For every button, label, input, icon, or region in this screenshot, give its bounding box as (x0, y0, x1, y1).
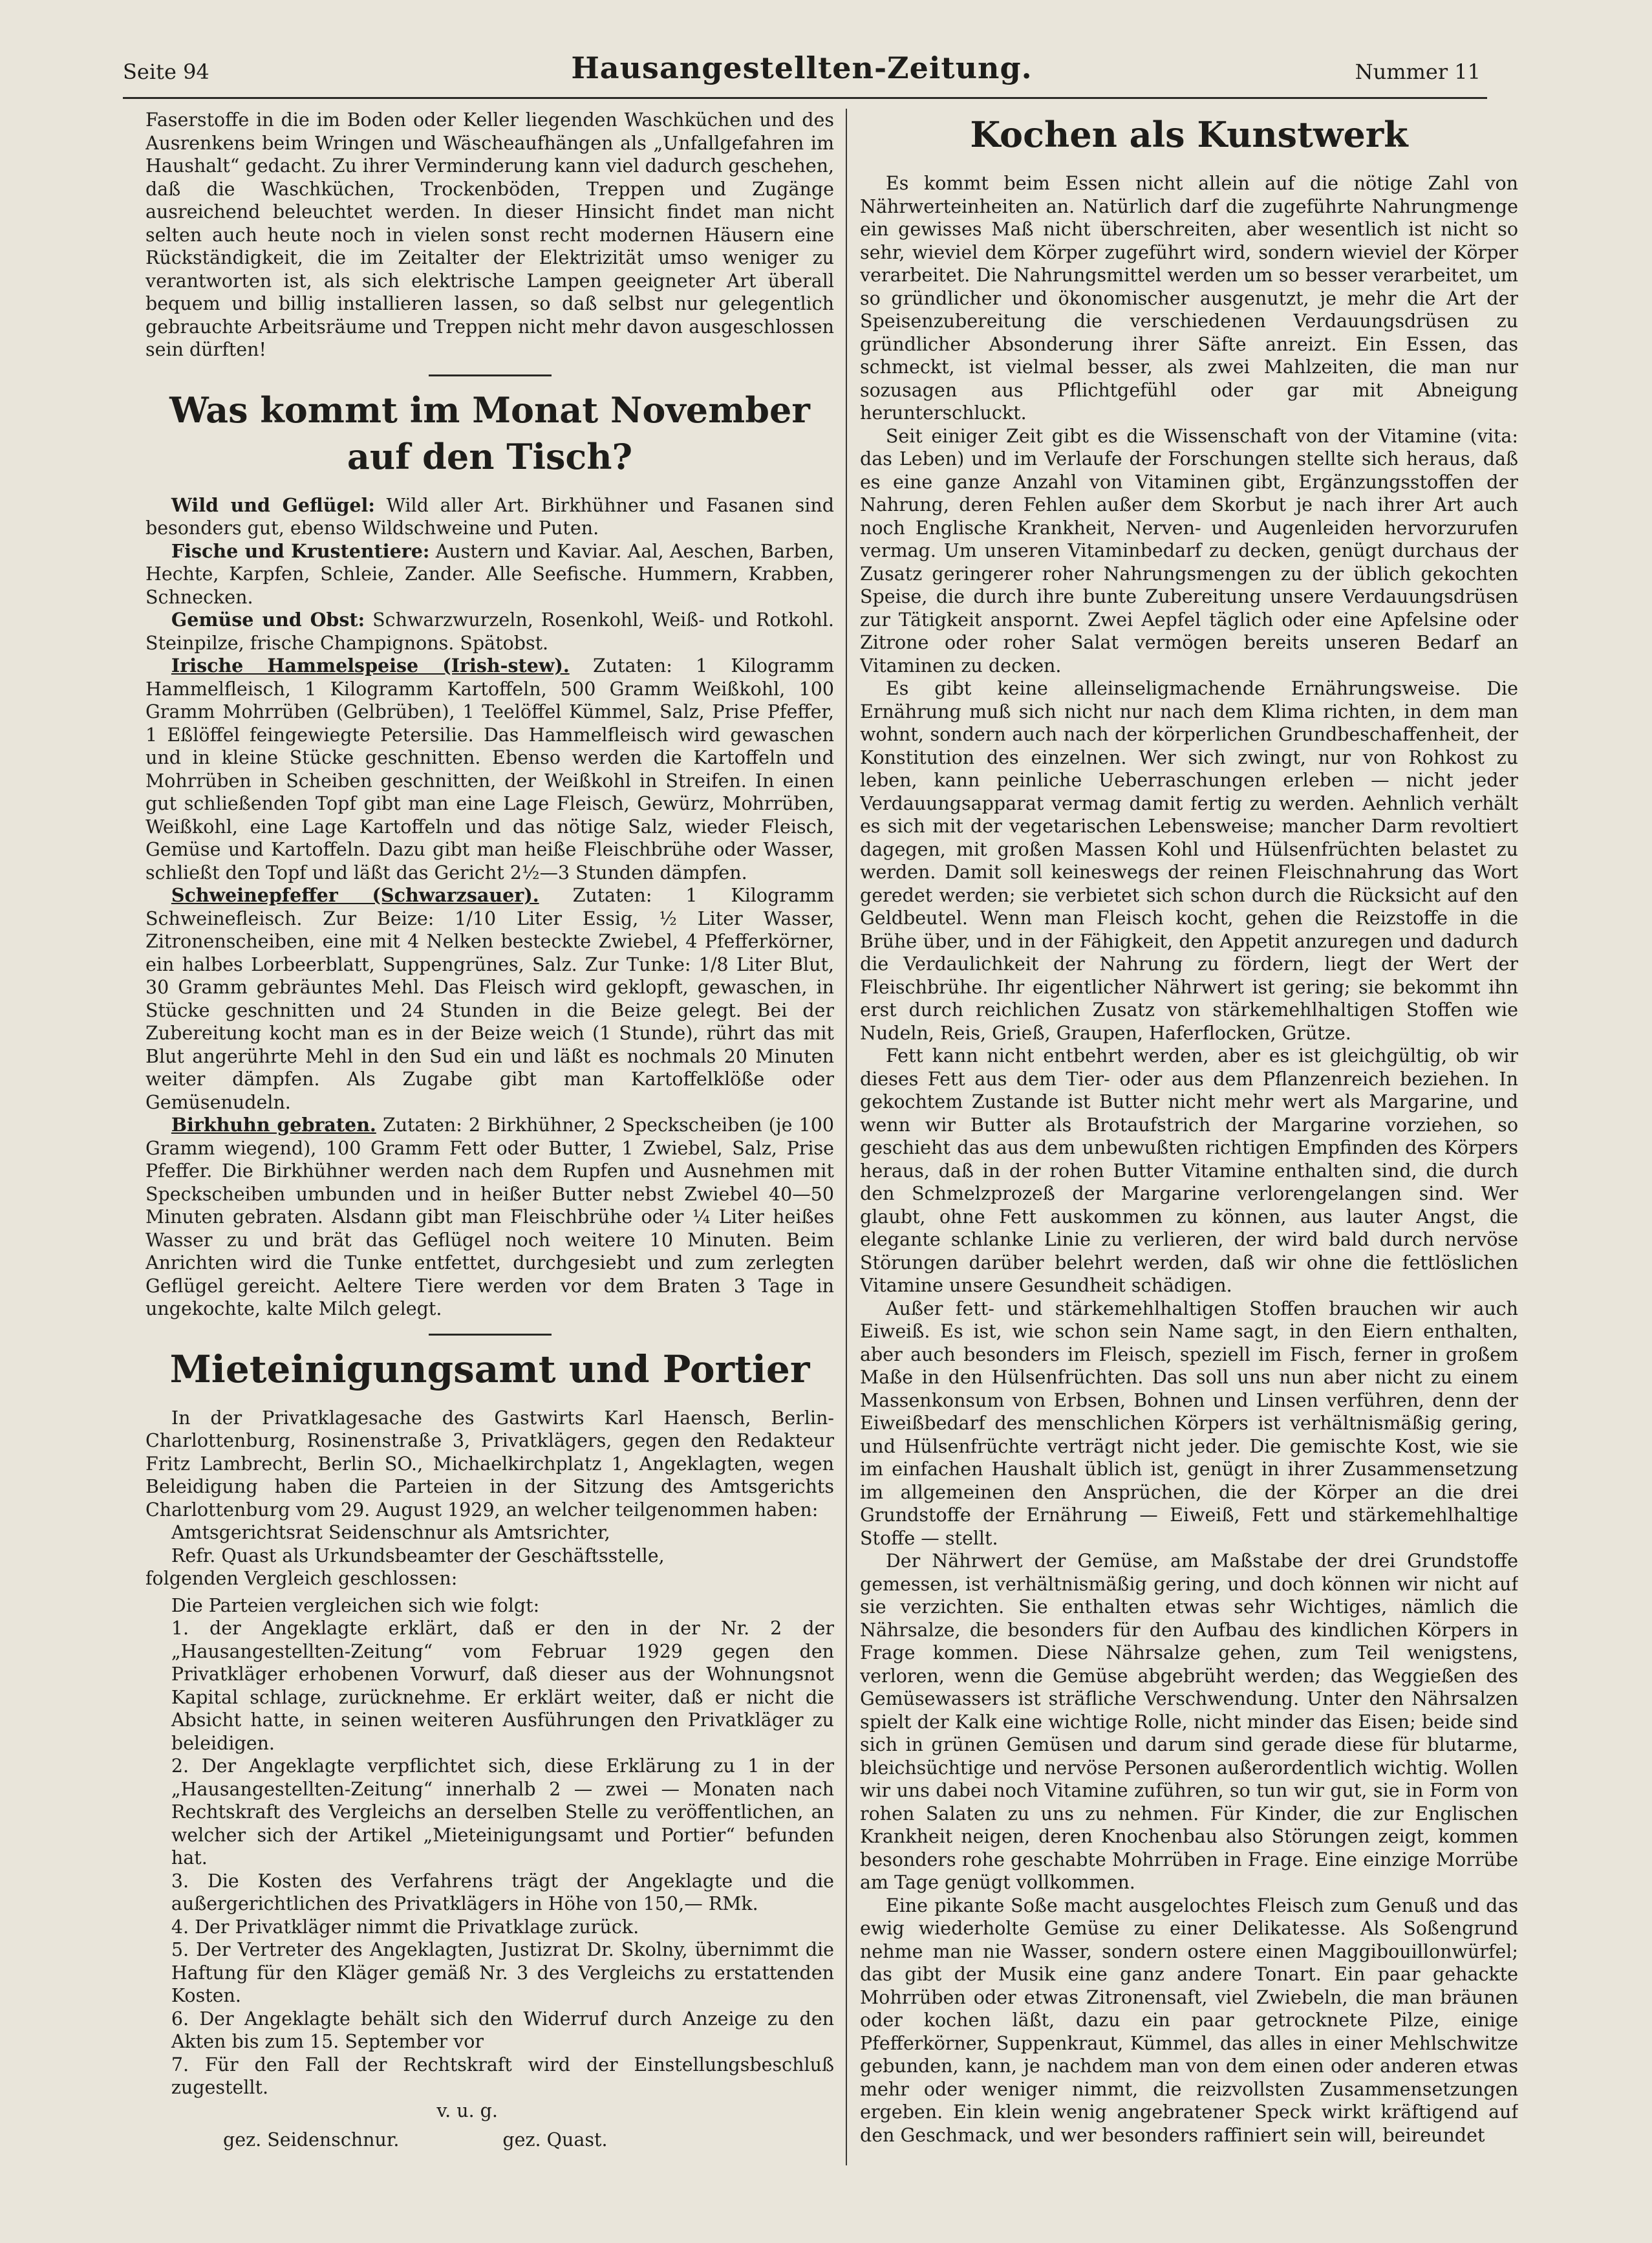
kochen-paragraph: Es gibt keine alleinseligmachende Ernährungsweise. Die Ernährung muß sich nicht nur nach dem Klima richten, in dem man wohnt, sondern auch nach der körperlichen Grundbeschaffenheit, der Konstitution des einzelnen. Wer sich zwingt, nur von Rohkost zu leben, kann peinliche Ueberraschungen erleben — nicht jeder Verdauungsapparat vermag damit fertig zu werden. Aehnlich verhält es sich mit der vegetarischen Lebensweise; mancher Darm revoltiert dagegen, mit großen Massen Kohl und Hülsenfrüchten belastet zu werden. Damit soll keineswegs der reinen Fleischnahrung das Wort geredet werden; sie verbietet sich schon durch die Rücksicht auf den Geldbeutel. Wenn man Fleisch kocht, gehen die Reizstoffe in die Brühe über, und in der Fähigkeit, den Appetit anzuregen und dadurch die Verdaulichkeit der Nahrung zu fördern, liegt der Wert der Fleischbrühe. Ihr eigentlicher Nährwert ist gering; sie bekommt ihn erst durch reichlichen Zusatz von stärkemehlhaltigen Stoffen wie Nudeln, Reis, Grieß, Graupen, Haferflocken, Grütze. (860, 678, 1518, 1044)
article-kochen-title: Kochen als Kunstwerk (970, 114, 1408, 155)
kochen-paragraph: Eine pikante Soße macht ausgelochtes Fleisch zum Genuß und das ewig wiederholte Gemüse zu einer Delikatesse. Als Soßengrund nehme man nie Wasser, sondern ostere einen Maggibouillonwürfel; das gibt der Musik eine ganz andere Tonart. Ein paar gehackte Mohrrüben oder etwas Zitronensaft, viel Zwiebeln, die man bräunen oder kochen läßt, dazu ein paar getrocknete Pilze, einige Pfefferkörner, Suppenkraut, Kümmel, das alles in einer Mehlschwitze gebunden, kann, je nachdem man von dem einen oder anderen etwas mehr oder weniger nimmt, die reizvollsten Zusammensetzungen ergeben. Ein klein wenig angebratener Speck wirkt kräftigend auf den Geschmack, und wer besonders raffiniert sein will, beireundet (860, 1894, 1518, 2146)
newspaper-title: Hausangestellten-Zeitung. (571, 50, 1033, 85)
november-items (145, 494, 834, 1321)
signatures (223, 2129, 834, 2152)
kochen-paragraph: Seit einiger Zeit gibt es die Wissenschaft von der Vitamine (vita: das Leben) und im Verlaufe der Forschungen stellte sich heraus, daß es eine ganze Anzahl von Vitaminen gibt, Ergänzungsstoffen der Nahrung, deren Fehlen außer dem Skorbut je nach ihrer Art auch noch Englische Krankheit, Nerven- und Augenleiden hervorzurufen vermag. Um unseren Vitaminbedarf zu decken, genügt durchaus der Zusatz geringerer roher Nahrungsmengen zu der üblich gekochten Speise, die durch ihre bunte Zubereitung unsere Verdauungsdrüsen zur Tätigkeit anspornt. Zwei Aepfel täglich oder eine Apfelsine oder Zitrone oder roher Salat vermögen bereits unseren Bedarf an Vitaminen zu decken. (860, 425, 1518, 677)
kochen-paragraph: Außer fett- und stärkemehlhaltigen Stoffen brauchen wir auch Eiweiß. Es ist, wie schon sein Name sagt, in den Eiern enthalten, aber auch besonders im Fleisch, speziell im Fisch, ferner in großem Maße in den Hülsenfrüchten. Das soll uns nun aber nicht zu einem Massenkonsum von Erbsen, Bohnen und Linsen verführen, denn der Eiweißbedarf des menschlichen Körpers ist verhältnismäßig gering, und Hülsenfrüchte verträgt nicht jeder. Die gemischte Kost, wie sie im einfachen Haushalt üblich ist, genügt in ihrer Zusammensetzung im allgemeinen den Ansprüchen, die der Körper an die drei Grundstoffe der Ernährung — Eiweiß, Fett und stärkemehlhaltige Stoffe — stellt. (860, 1297, 1518, 1549)
item-label: Schweinepfeffer (Schwarzsauer). (171, 884, 539, 906)
recipe-irish-stew (145, 655, 834, 884)
item-fische (145, 540, 834, 609)
recipe-schweinepfeffer (145, 884, 834, 1114)
item-label: Gemüse und Obst: (171, 609, 365, 631)
vug-note: v. u. g. (436, 2099, 498, 2121)
clause-5: 5. Der Vertreter des Angeklagten, Justizrat Dr. Skolny, übernimmt die Haftung für den Kläger gemäß Nr. 3 des Vergleichs zu erstattenden Kosten. (171, 1939, 834, 2006)
header-rule (123, 97, 1487, 99)
clause-2: 2. Der Angeklagte verpflichtet sich, diese Erklärung zu 1 in der „Hausangestellten-Zeitung“ innerhalb 2 — zwei — Monaten nach Rechtskraft des Vergleichs an derselben Stelle zu veröffentlichen, an welcher sich der Artikel „Mieteinigungsamt und Portier“ befunden hat. (171, 1755, 834, 1869)
item-text: Wild aller Art. Birkhühner und Fasanen sind besonders gut, ebenso Wildschweine und Puten. (145, 494, 834, 539)
continued-paragraph: Faserstoffe in die im Boden oder Keller liegenden Waschküchen und des Ausrenkens beim Wringen und Wäscheaufhängen als „Unfallgefahren im Haushalt“ gedacht. Zu ihrer Verminderung kann viel dadurch geschehen, daß die Waschküchen, Trockenböden, Treppen und Zugänge ausreichend beleuchtet werden. In dieser Hinsicht findet man nicht selten auch heute noch in vielen sonst recht modernen Häusern eine Rückständigkeit, die im Zeitalter der Elektrizität umso weniger zu verantworten ist, als sich elektrische Lampen geeigneter Art überall bequem und billig installieren lassen, so daß selbst nur gelegentlich gebrauchte Arbeitsräume und Treppen nicht mehr davon ausgeschlossen sein dürften! (145, 109, 834, 360)
clause-6: 6. Der Angeklagte behält sich den Widerruf durch Anzeige zu den Akten bis zum 15. September vor (171, 2008, 834, 2052)
kochen-paragraph: Es kommt beim Essen nicht allein auf die nötige Zahl von Nährwerteinheiten an. Natürlich darf die zugeführte Nahrungmenge ein gewisses Maß nicht überschreiten, aber wesentlich ist nicht so sehr, wieviel dem Körper zugeführt wird, sondern wieviel der Körper verarbeitet. Die Nahrungsmittel werden um so besser verarbeitet, um so gründlicher und ökonomischer ausgenutzt, je mehr die Art der Speisenzubereitung die verschiedenen Verdauungsdrüsen zu gründlicher Absonderung ihrer Säfte anreizt. Ein Essen, das schmeckt, ist vielmal besser, als zwei Mahlzeiten, die man nur sozusagen aus Pflichtgefühl oder gar mit Abneigung herunterschluckt. (860, 173, 1518, 424)
clause-4: 4. Der Privatkläger nimmt die Privatklage zurück. (171, 1916, 639, 1938)
article-november-title: Was kommt im Monat November auf den Tisch? (169, 389, 810, 477)
section-rule (429, 374, 552, 376)
item-label: Wild und Geflügel: (171, 493, 375, 516)
item-gemuese (145, 609, 834, 655)
signature-quast: gez. Quast. (502, 2129, 608, 2151)
kochen-paragraph: Der Nährwert der Gemüse, am Maßstabe der drei Grundstoffe gemessen, ist verhältnismäßig gering, und doch können wir nicht auf sie verzichten. Sie enthalten etwas sehr Wichtiges, nämlich die Nährsalze, die besonders für den Aufbau des kindlichen Körpers in Frage kommen. Diese Nährsalze gehen, zum Teil wenigstens, verloren, wenn die Gemüse abgebrüht werden; das Weggießen des Gemüsewassers ist sträfliche Verschwendung. Unter den Nährsalzen spielt der Kalk eine wichtige Rolle, nicht minder das Eisen; beide sind sich in grünen Gemüsen und darum sind gerade diese für blutarme, bleichsüchtige und nervöse Personen außerordentlich wichtig. Wollen wir uns dabei noch Vitamine zuführen, so tun wir gut, sie in Form von rohen Salaten zu uns zu nehmen. Für Kinder, die zur Englischen Krankheit neigen, deren Knochenbau also Störungen zeigt, kommen besonders rohe geschabte Mohrrüben in Frage. Eine einzige Morrübe am Tage genügt vollkommen. (860, 1550, 1518, 1893)
column-divider (846, 109, 847, 2165)
page-header (123, 50, 1481, 102)
item-text: Austern und Kaviar. Aal, Aeschen, Barben, Hechte, Karpfen, Schleie, Zander. Alle Seefische. Hummern, Krabben, Schnecken. (145, 540, 834, 608)
item-text: Schwarzwurzeln, Rosenkohl, Weiß- und Rotkohl. Steinpilze, frische Champignons. Spätobst. (145, 609, 834, 654)
item-text: Zutaten: 1 Kilogramm Schweinefleisch. Zur Beize: 1/10 Liter Essig, ½ Liter Wasser, Zitronenscheiben, eine mit 4 Nelken besteckte Zwiebel, 4 Pfefferkörner, ein halbes Lorbeerblatt, Suppengrünes, Salz. Zur Tunke: 1/8 Liter Blut, 30 Gramm gebräuntes Mehl. Das Fleisch wird geklopft, gewaschen, in Stücke geschnitten und 24 Stunden in die Beize gelegt. Bei der Zubereitung kocht man es in der Beize weich (1 Stunde), rührt das mit Blut angerührte Mehl in den Sud ein und läßt es nochmals 20 Minuten weiter dämpfen. Als Zugabe gibt man Kartoffelklöße oder Gemüsenudeln. (145, 885, 834, 1113)
item-wild (145, 494, 834, 540)
recipe-birkhuhn (145, 1114, 834, 1321)
page-number: Seite 94 (123, 60, 209, 84)
item-label: Irische Hammelspeise (Irish-stew). (171, 655, 570, 677)
clause-3: 3. Die Kosten des Verfahrens trägt der Angeklagte und die außergerichtlichen des Privatklägers in Höhe von 150,— RMk. (171, 1870, 834, 1914)
article-mieteinigungsamt-title: Mieteinigungsamt und Portier (169, 1347, 810, 1391)
settlement-line: folgenden Vergleich geschlossen: (145, 1568, 458, 1589)
clause-7: 7. Für den Fall der Rechtskraft wird der Einstellungsbeschluß zugestellt. (171, 2053, 834, 2098)
section-rule (429, 1334, 552, 1336)
item-label: Birkhuhn gebraten. (171, 1114, 376, 1136)
clause-1: 1. der Angeklagte erklärt, daß er den in der Nr. 2 der „Hausangestellten-Zeitung“ vom Februar 1929 gegen den Privatkläger erhobenen Vorwurf, daß dieser aus der Wohnungsnot Kapital schlage, zurücknehme. Er erklärt weiter, daß er nicht die Absicht hatte, in seinen weiteren Ausführungen den Privatkläger zu beleidigen. (171, 1618, 834, 1754)
right-column (860, 109, 1518, 2217)
agreement-intro: Die Parteien vergleichen sich wie folgt: (171, 1594, 540, 1616)
judge-line: Amtsgerichtsrat Seidenschnur als Amtsrichter, (171, 1522, 610, 1543)
left-column (145, 109, 834, 2217)
signature-seidenschnur: gez. Seidenschnur. (223, 2129, 400, 2151)
clerk-line: Refr. Quast als Urkundsbeamter der Geschäftsstelle, (171, 1544, 665, 1566)
item-text: Zutaten: 2 Birkhühner, 2 Speckscheiben (je 100 Gramm wiegend), 100 Gramm Fett oder Butter, 1 Zwiebel, Salz, Prise Pfeffer. Die Birkhühner werden nach dem Rupfen und Ausnehmen mit Speckscheiben umbunden und in heißer Butter nebst Zwiebel 40—50 Minuten gebraten. Alsdann gibt man Fleischbrühe oder ¼ Liter heißes Wasser zu und brät das Geflügel noch weitere 10 Minuten. Beim Anrichten wird die Tunke entfettet, durchgesiebt und zum zerlegten Geflügel gereicht. Aeltere Tiere werden vor dem Braten 3 Tage in ungekochte, kalte Milch gelegt. (145, 1114, 834, 1319)
item-label: Fische und Krustentiere: (171, 539, 430, 562)
issue-number: Nummer 11 (1355, 60, 1481, 84)
item-text: Zutaten: 1 Kilogramm Hammelfleisch, 1 Kilogramm Kartoffeln, 500 Gramm Weißkohl, 100 Gramm Mohrrüben (Gelbrüben), 1 Teelöffel Kümmel, Salz, Prise Pfeffer, 1 Eßlöffel feingewiegte Petersilie. Das Hammelfleisch wird gewaschen und in kleine Stücke geschnitten. Ebenso werden die Kartoffeln und Mohrrüben in Scheiben geschnitten, der Weißkohl in Streifen. In einen gut schließenden Topf gibt man eine Lage Fleisch, Gewürz, Mohrrüben, Weißkohl, eine Lage Kartoffeln und das nötige Salz, wieder Fleisch, Gemüse und Kartoffeln. Dazu gibt man heiße Fleischbrühe oder Wasser, schließt den Topf und läßt das Gericht 2½—3 Stunden dämpfen. (145, 655, 834, 883)
article2-intro: In der Privatklagesache des Gastwirts Karl Haensch, Berlin-Charlottenburg, Rosinenstraße 3, Privatklägers, gegen den Redakteur Fritz Lambrecht, Berlin SO., Michaelkirchplatz 1, Angeklagten, wegen Beleidigung haben die Parteien in der Sitzung des Amtsgerichts Charlottenburg vom 29. August 1929, an welcher teilgenommen haben: (145, 1407, 834, 1521)
kochen-paragraph: Fett kann nicht entbehrt werden, aber es ist gleichgültig, ob wir dieses Fett aus dem Tier- oder aus dem Pflanzenreich beziehen. In gekochtem Zustande ist Butter nicht mehr wert als Margarine, und wenn wir Butter als Brotaufstrich der Margarine vorziehen, so geschieht das aus dem unbewußten richtigen Empfinden des Körpers heraus, daß in der rohen Butter Vitamine enthalten sind, die durch den Schmelzprozeß der Margarine verlorengelangen sind. Wer glaubt, ohne Fett auskommen zu können, aus lauter Angst, die elegante schlanke Linie zu verlieren, der wird bald durch nervöse Störungen darüber belehrt werden, daß wir ohne die fettlöslichen Vitamine unsere Gesundheit schädigen. (860, 1045, 1518, 1296)
